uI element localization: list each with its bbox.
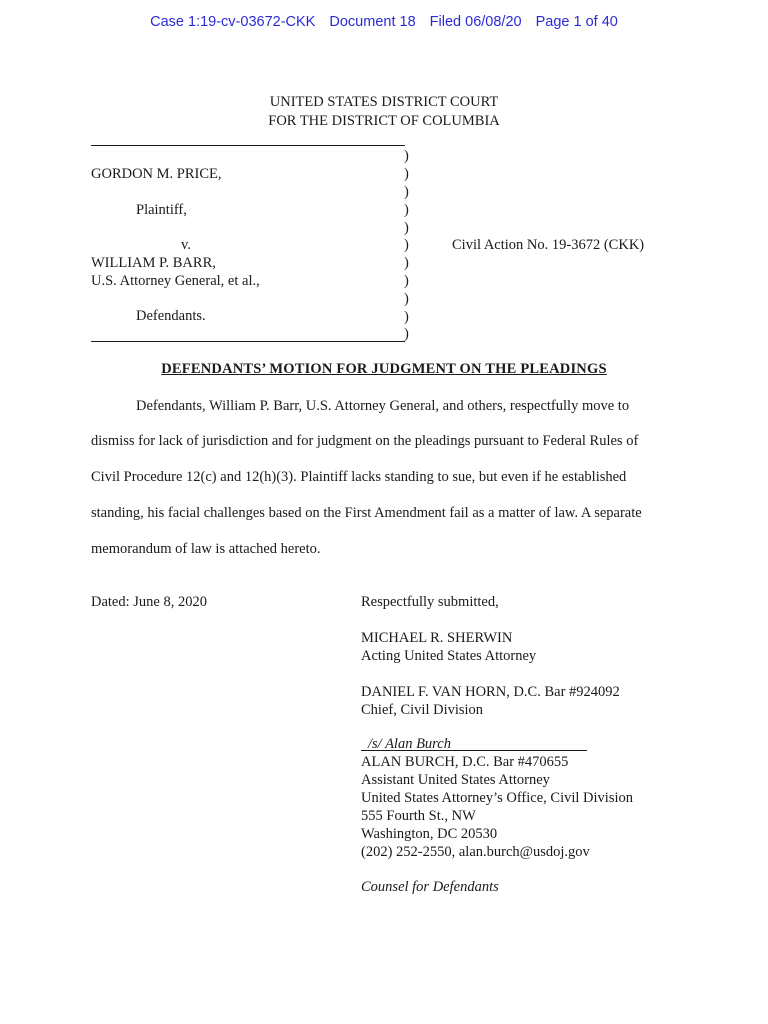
filed-date: Filed 06/08/20 xyxy=(429,14,522,30)
counsel-title: Assistant United States Attorney xyxy=(361,772,550,788)
document-number: Document 18 xyxy=(329,14,416,30)
defendant-name: WILLIAM P. BARR, xyxy=(91,255,216,271)
signature-line xyxy=(361,750,587,751)
motion-title: DEFENDANTS’ MOTION FOR JUDGMENT ON THE PLEADINGS xyxy=(161,361,607,377)
versus: v. xyxy=(181,237,191,253)
motion-body-line: Defendants, William P. Barr, U.S. Attorney General, and others, respectfully move to xyxy=(136,398,630,414)
caption-paren: ) xyxy=(404,148,409,164)
motion-body-line: standing, his facial challenges based on the First Amendment fail as a matter of law. A separate xyxy=(91,505,642,521)
caption-paren: ) xyxy=(404,291,409,307)
caption-paren: ) xyxy=(404,166,409,182)
motion-body-line: memorandum of law is attached hereto. xyxy=(91,541,321,557)
office-city: Washington, DC 20530 xyxy=(361,826,498,842)
caption-paren: ) xyxy=(404,255,409,271)
civil-chief-name: DANIEL F. VAN HORN, D.C. Bar #924092 xyxy=(361,684,620,700)
electronic-signature: /s/ Alan Burch xyxy=(368,736,451,752)
us-attorney-name: MICHAEL R. SHERWIN xyxy=(361,630,513,646)
counsel-name: ALAN BURCH, D.C. Bar #470655 xyxy=(361,754,569,770)
office-street: 555 Fourth St., NW xyxy=(361,808,476,824)
plaintiff-name: GORDON M. PRICE, xyxy=(91,166,222,182)
page-indicator: Page 1 of 40 xyxy=(535,14,618,30)
court-district: FOR THE DISTRICT OF COLUMBIA xyxy=(268,113,500,129)
plaintiff-role: Plaintiff, xyxy=(136,202,187,218)
case-number: Case 1:19-cv-03672-CKK xyxy=(150,14,316,30)
defendant-role: Defendants. xyxy=(136,308,206,324)
caption-paren: ) xyxy=(404,273,409,289)
defendant-title: U.S. Attorney General, et al., xyxy=(91,273,260,289)
caption-top-rule xyxy=(91,145,405,146)
office-name: United States Attorney’s Office, Civil Division xyxy=(361,790,633,806)
caption-paren: ) xyxy=(404,237,409,253)
caption-paren: ) xyxy=(404,184,409,200)
caption-paren: ) xyxy=(404,309,409,325)
caption-bottom-rule xyxy=(91,341,405,342)
civil-action-number: Civil Action No. 19-3672 (CKK) xyxy=(452,237,645,253)
respectfully-submitted: Respectfully submitted, xyxy=(361,594,499,610)
counsel-contact: (202) 252-2550, alan.burch@usdoj.gov xyxy=(361,844,590,860)
motion-body-line: Civil Procedure 12(c) and 12(h)(3). Plaintiff lacks standing to sue, but even if he established xyxy=(91,469,627,485)
caption-paren: ) xyxy=(404,220,409,236)
caption-paren: ) xyxy=(404,326,409,342)
dated-line: Dated: June 8, 2020 xyxy=(91,594,207,610)
civil-chief-title: Chief, Civil Division xyxy=(361,702,484,718)
motion-body-line: dismiss for lack of jurisdiction and for judgment on the pleadings pursuant to Federal Rules of xyxy=(91,433,639,449)
caption-paren: ) xyxy=(404,202,409,218)
court-name: UNITED STATES DISTRICT COURT xyxy=(269,94,499,110)
counsel-for-defendants: Counsel for Defendants xyxy=(361,879,499,895)
ecf-header xyxy=(0,14,768,30)
us-attorney-title: Acting United States Attorney xyxy=(361,648,537,664)
